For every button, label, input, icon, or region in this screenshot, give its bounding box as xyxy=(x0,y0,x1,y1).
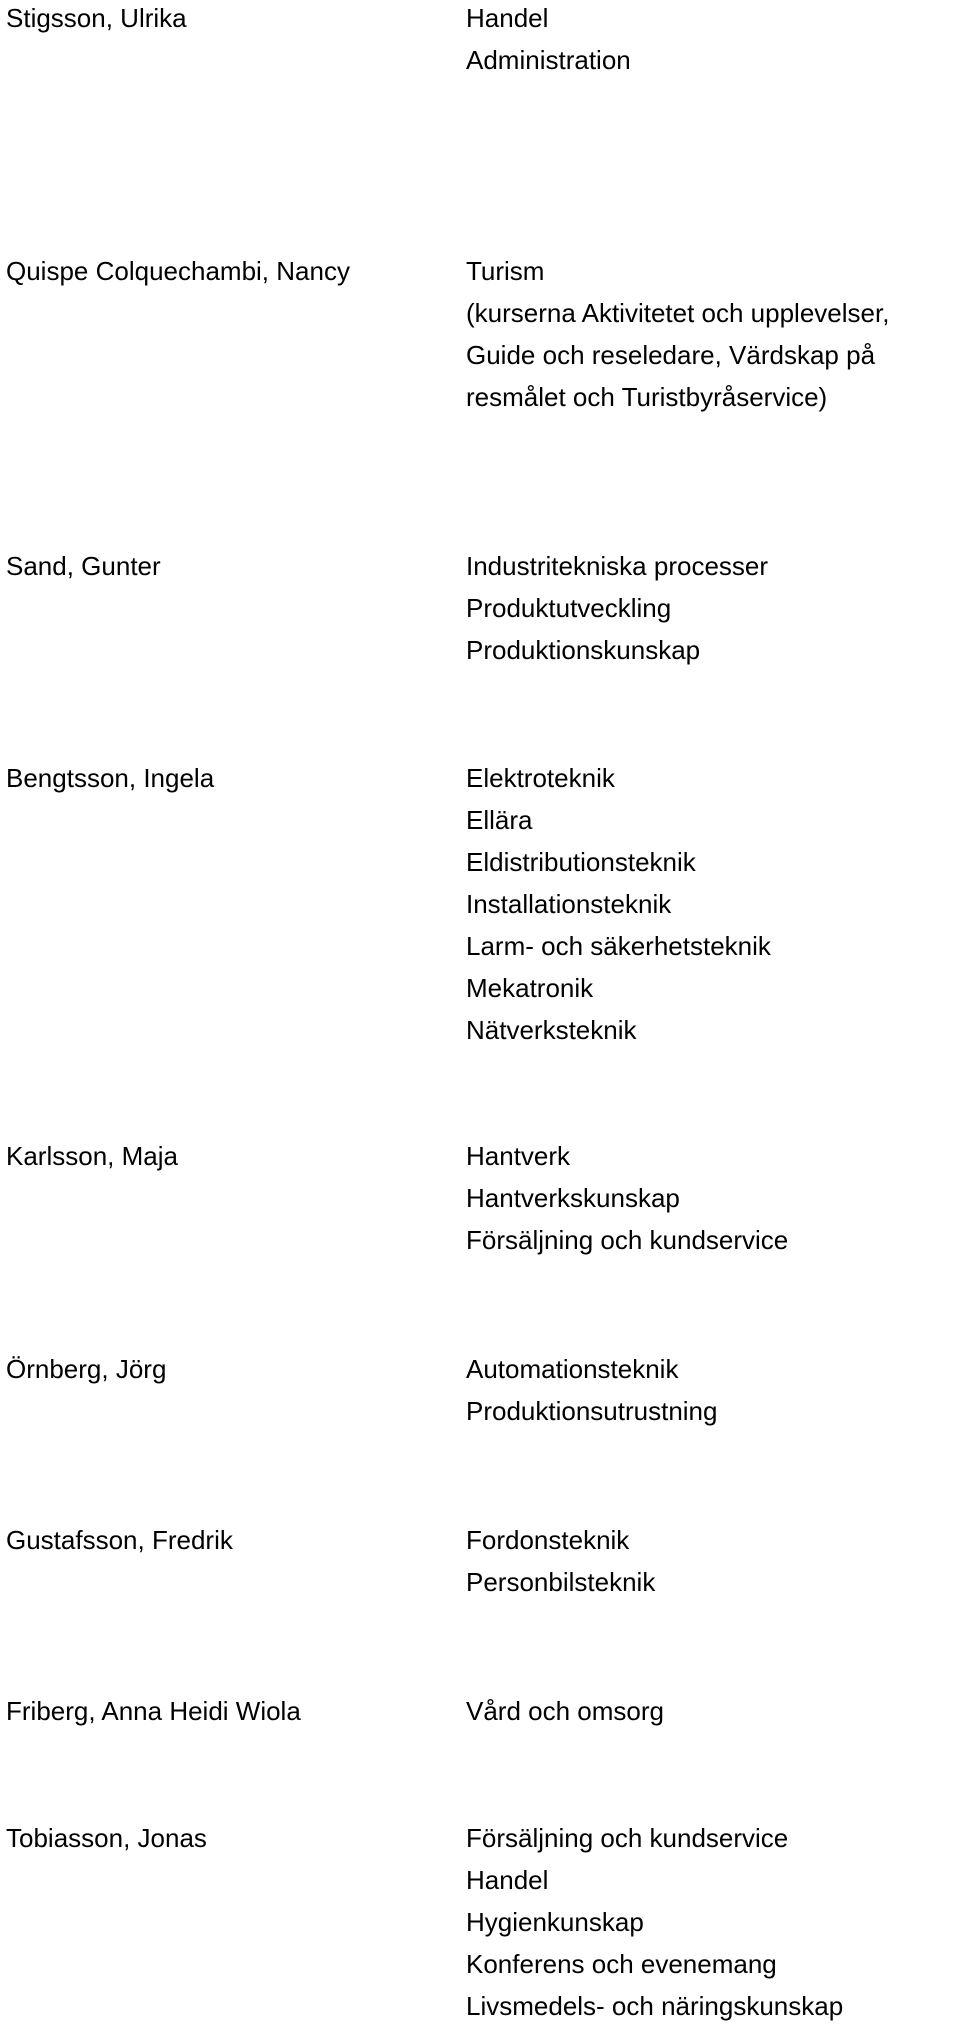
teacher-name: Gustafsson, Fredrik xyxy=(6,1525,233,1555)
subject-list xyxy=(466,1690,946,1732)
subject-item: Industritekniska processer xyxy=(466,551,769,581)
teacher-name: Friberg, Anna Heidi Wiola xyxy=(6,1696,301,1726)
subject-item: Vård och omsorg xyxy=(466,1696,664,1726)
subject-item: Konferens och evenemang xyxy=(466,1949,777,1979)
teacher-name: Sand, Gunter xyxy=(6,551,161,581)
subject-item: Hygienkunskap xyxy=(466,1907,644,1937)
teacher-name: Stigsson, Ulrika xyxy=(6,3,187,33)
subject-item: Hantverkskunskap xyxy=(466,1183,680,1213)
subject-item: Elektroteknik xyxy=(466,763,615,793)
subject-list xyxy=(466,545,946,671)
subject-item: Produktionsutrustning xyxy=(466,1396,718,1426)
subject-item: resmålet och Turistbyråservice) xyxy=(466,382,828,412)
subject-item: Handel xyxy=(466,3,549,33)
subject-item: Personbilsteknik xyxy=(466,1567,656,1597)
subject-item: Handel xyxy=(466,1865,549,1895)
subject-item: (kurserna Aktivitetet och upplevelser, xyxy=(466,298,890,328)
subject-list xyxy=(466,1135,946,1261)
subject-item: Försäljning och kundservice xyxy=(466,1225,789,1255)
subject-item: Administration xyxy=(466,45,631,75)
subject-list xyxy=(466,250,946,418)
subject-item: Automationsteknik xyxy=(466,1354,679,1384)
subject-item: Livsmedels- och näringskunskap xyxy=(466,1991,844,2021)
teacher-name: Bengtsson, Ingela xyxy=(6,763,215,793)
subject-item: Ellära xyxy=(466,805,533,835)
subject-list xyxy=(466,1519,946,1603)
subject-item: Fordonsteknik xyxy=(466,1525,630,1555)
subject-item: Installationsteknik xyxy=(466,889,672,919)
subject-item: Försäljning och kundservice xyxy=(466,1823,789,1853)
subject-item: Turism xyxy=(466,256,545,286)
subject-item: Produktionskunskap xyxy=(466,635,701,665)
subject-list xyxy=(466,1817,946,2027)
subject-item: Larm- och säkerhetsteknik xyxy=(466,931,771,961)
subject-list xyxy=(466,757,946,1051)
subject-list xyxy=(466,1348,946,1432)
subject-item: Produktutveckling xyxy=(466,593,672,623)
teacher-name: Quispe Colquechambi, Nancy xyxy=(6,256,350,286)
teacher-name: Örnberg, Jörg xyxy=(6,1354,167,1384)
subject-item: Nätverksteknik xyxy=(466,1015,637,1045)
subject-item: Mekatronik xyxy=(466,973,594,1003)
subject-item: Guide och reseledare, Värdskap på xyxy=(466,340,876,370)
teacher-name: Karlsson, Maja xyxy=(6,1141,178,1171)
teacher-name: Tobiasson, Jonas xyxy=(6,1823,207,1853)
subject-item: Hantverk xyxy=(466,1141,571,1171)
subject-item: Eldistributionsteknik xyxy=(466,847,696,877)
subject-list xyxy=(466,0,946,81)
